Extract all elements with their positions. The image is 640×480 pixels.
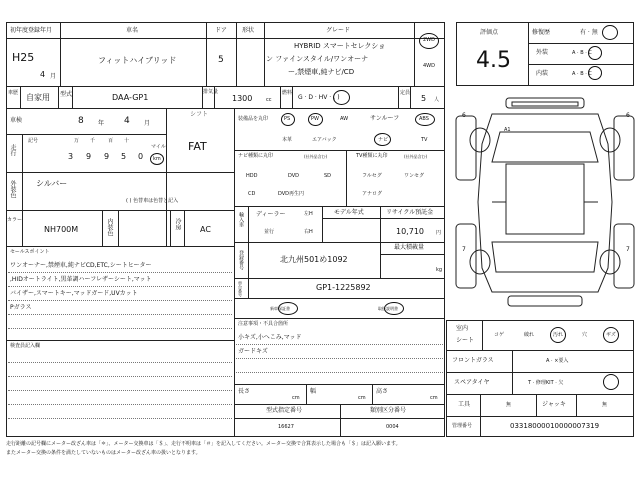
notes-label: 注意事項・不具合箇所 [238,321,289,327]
import-dealer: ディーラー [256,211,286,218]
divider [306,384,307,404]
diagram-mark-a1: A1 [504,127,511,133]
divider [20,86,21,108]
glass-options: A · ×要入 [546,358,569,364]
first-reg-month-unit: 月 [50,73,57,80]
rule [8,404,232,405]
name-label: 車名 [126,27,139,34]
rule [8,272,232,273]
divider [292,86,293,108]
divider [118,210,119,246]
disp-unit: cc [266,97,272,103]
rule [8,286,232,287]
divider [234,318,445,319]
height-label: 高さ [376,388,389,395]
divider [234,150,445,151]
ac-label: 冷房 [174,218,181,230]
divider [248,242,249,298]
spare-label: スペアタイヤ [454,379,490,386]
equip-airbag: エアバック [312,137,337,143]
glass-label: フロントガラス [452,357,494,364]
divider [346,150,347,206]
color-code-label: カラー [7,217,23,223]
divider [536,394,537,416]
inspection-year: 8 [78,116,84,126]
mileage-digit-2: 9 [86,152,92,161]
repair-options: 有 · 無 [580,29,598,36]
exterior-options: A · B · C [572,50,592,56]
diagram-label-7-left: 7 [462,246,466,253]
notes-line-2: ガードキズ [238,348,268,355]
width-label: 幅 [310,388,317,395]
width-unit: cm [358,395,366,401]
navi-cd: CD [248,191,256,197]
mileage-digit-5: 0 [138,152,144,161]
divider [6,340,234,341]
seat-stain: 汚れ [553,332,564,338]
navi-dvd-play: DVD再生円 [278,191,305,197]
sales-point-line-4: Pガラス [10,304,32,311]
tv-fullseg: フルセグ [362,173,382,179]
import-left: 左H [304,211,313,217]
type-number-value: 16627 [278,424,294,430]
doors-value: 5 [218,55,224,65]
tools-value: 無 [506,402,512,408]
exterior-label: 外装 [536,49,549,56]
usage-label: 車歴 [8,90,19,96]
navi-hdd: HDD [246,173,258,179]
color-value: シルバー [36,179,68,188]
model-label: 型式 [60,91,73,98]
mileage-unit: km [153,156,161,162]
max-load-label: 最大積載量 [394,244,425,251]
seat-label-2: シート [456,337,475,344]
score-value: 4.5 [476,48,511,73]
divider [372,384,373,404]
spare-options: T · 修理KIT · 欠 [528,380,564,386]
divider [528,64,634,65]
tv-oneseg: ワンセグ [404,173,425,179]
rule [8,328,232,329]
divider [446,394,634,395]
divider [528,43,634,44]
divider [6,134,166,135]
seat-label-1: 室内 [456,325,469,332]
mileage-digit-4: 5 [121,152,127,161]
divider [6,172,234,173]
divider [206,22,207,86]
equip-abs: ABS [419,116,429,122]
navi-sd: SD [324,173,332,179]
divider [234,384,445,385]
shift-label: シフト [190,111,209,118]
equip-navi: ナビ [378,137,389,143]
length-unit: cm [292,395,300,401]
capacity-unit: 人 [434,97,440,103]
mileage-digit-1: 3 [68,152,74,161]
divider [446,350,634,351]
import-right: 右H [304,229,313,235]
fuel-selected-circle [333,90,350,105]
notes-line-1: 小キズ,小へこみ,マッド [238,334,302,341]
interior-color-label: 内装色 [106,218,113,236]
rule [8,418,232,419]
divider [380,242,381,278]
divider [234,278,445,279]
plate-value: 北九州501め1092 [280,255,348,264]
mileage-digit-3: 9 [104,152,110,161]
spare-selected-circle [603,374,619,390]
divider [184,210,185,246]
mgmt-value: 03318000010000007319 [510,422,600,430]
interior-options: A · B · C [572,71,592,77]
divider [480,394,481,437]
disp-label: 排気量 [203,89,219,95]
divider [22,134,23,246]
seat-hole: 穴 [582,332,588,338]
seat-tear: 破れ [524,332,535,338]
shape-label: 形状 [242,27,255,34]
inspector-label: 検査員記入欄 [10,343,41,349]
rule [236,372,443,373]
divider [58,86,59,108]
diagram-label-7-right: 7 [626,246,630,253]
repair-selected-circle [602,25,618,40]
grade-line-2: ン ファインスタイル/ワンオーナ [266,55,369,63]
footer-line-1: 走行距離の記号欄にメーター改ざん車は「＊」、メーター交換車は「＄」、走行不明車は「＃」を記入してください。メーター交換で合算表示した場合も「＄」は記入願います。 [6,441,401,447]
divider [102,210,103,246]
mileage-digit-label-1: 万 [74,138,80,144]
mileage-digit-label-4: 十 [124,138,130,144]
divider [234,242,445,243]
tools-label: 工具 [458,401,471,408]
sales-point-line-3: バイザー,スマートキー,マッドガード,UVカット [10,290,138,297]
divider [414,22,415,86]
equipment-label: 装備品を丸印 [238,116,269,122]
navi-sub: (社外品含む) [304,154,328,159]
inspection-month: 4 [124,116,130,126]
equip-tv: TV [421,137,428,143]
capacity-label: 定員 [400,90,411,96]
diagram-label-6-left: 6 [462,112,466,119]
divider [264,22,265,86]
first-reg-era: H25 [12,51,35,64]
grade-label: グレード [326,27,351,34]
divider [410,86,411,108]
height-unit: cm [430,395,438,401]
doors-label: ドア [215,27,227,34]
interior-selected-circle [588,66,602,80]
new-warranty-label: 新車保証書 [270,306,290,311]
navi-label: ナビ種類に丸印 [238,153,274,159]
divider [280,86,281,108]
inspection-year-unit: 年 [98,120,105,127]
score-label: 評価点 [480,29,499,36]
mileage-sub-label: 記号 [28,138,39,144]
equip-aw: AW [340,116,349,122]
divider [234,206,445,207]
disp-value: 1300 [232,94,253,103]
divider [446,416,634,417]
tv-analog: アナログ [362,191,383,197]
divider [60,22,61,86]
equip-leather: 本革 [282,137,293,143]
color-code-value: NH700M [44,225,79,234]
recycle-value: 10,710 [396,227,424,236]
fuel-label: 燃料 [282,90,293,96]
rule [236,358,443,359]
sales-point-line-2: ,HIDオートライト,黒革調ハーフレザーシート,マット [10,276,152,283]
jack-value: 無 [602,402,608,408]
divider [446,372,634,373]
divider [234,418,445,419]
equip-sunroof: サンルーフ [370,115,400,122]
mileage-digit-label-2: 千 [90,138,96,144]
divider [6,210,234,211]
ac-value: AC [200,225,211,234]
drive-2wd: 2WD [423,37,435,43]
tv-sub: (社外品含む) [404,154,428,159]
divider [380,206,381,242]
sales-point-line-1: ワンオーナー,禁煙車,純ナビCD,ETC,シートヒーター [10,262,152,269]
mgmt-label: 管理番号 [452,423,473,429]
model-value: DAA-GP1 [112,93,149,102]
type-number-label: 型式指定番号 [266,407,303,414]
rule [8,376,232,377]
category-number-value: 0004 [386,424,399,430]
recycle-label: リサイクル預託金 [386,209,434,216]
inspection-month-unit: 月 [144,120,151,127]
capacity-value: 5 [421,94,427,103]
rule [8,314,232,315]
color-note: ( ) 色替車は色替と記入 [126,198,179,204]
name-value: フィットハイブリッド [98,56,177,65]
mileage-label: 走行 [9,144,16,156]
drive-4wd: 4WD [423,63,435,69]
divider [482,320,483,350]
jack-label: ジャッキ [542,401,566,408]
divider [248,206,249,242]
interior-label: 内装 [536,70,549,77]
divider [322,206,323,242]
shift-value: FAT [188,140,207,153]
category-number-label: 類別区分番号 [370,407,407,414]
footer-line-2: またメーター交換の条件を満たしていないものはメーター改ざん車の扱いとなります。 [6,450,201,456]
grade-line-1: HYBRID スマートセレクショ [294,42,386,50]
grade-line-3: ー,禁煙車,純ナビ/CD [288,68,355,76]
usage-value: 自家用 [26,93,50,102]
rule [8,300,232,301]
divider [166,108,167,246]
divider [6,108,445,109]
tv-label: TV種類に丸印 [356,153,388,159]
sales-point-label: セールスポイント [10,249,50,255]
diagram-label-6-right: 6 [626,112,630,119]
divider [6,38,445,39]
rule [236,344,443,345]
fuel-options: G · D · HV · ( ) [298,94,340,101]
rule [8,362,232,363]
first-reg-label: 初年度登録年月 [10,27,53,34]
equip-ps: PS [284,116,291,122]
equip-pw: PW [311,116,319,122]
divider [6,246,234,247]
divider [234,298,445,299]
repair-label: 修復歴 [532,29,551,36]
divider [528,22,529,86]
car-diagram [452,92,638,316]
manual-label: 取扱説明書 [378,306,398,311]
divider [72,86,73,108]
import-label: 輸入車 [238,212,244,227]
divider [512,350,513,394]
divider [322,218,445,219]
chassis-label: 車台番号 [238,281,243,297]
rule [8,390,232,391]
max-load-unit: kg [436,267,443,273]
recycle-unit: 円 [436,230,442,236]
plate-label: 登録番号 [238,250,244,270]
color-label: 外装色 [9,180,16,198]
seat-scratch: ギズ [606,332,616,338]
import-parallel: 並行 [264,229,275,235]
seat-burn: コゲ [494,332,505,338]
divider [576,394,577,416]
first-reg-month: 4 [40,70,46,79]
navi-dvd: DVD [288,173,300,179]
divider [380,254,445,255]
mileage-digit-label-3: 百 [108,138,114,144]
divider [234,108,235,437]
divider [398,86,399,108]
exterior-selected-circle [588,46,602,60]
divider [170,210,171,246]
mileage-unit-label: マイル [151,144,166,150]
length-label: 長さ [238,388,251,395]
divider [236,22,237,86]
inspection-label: 車検 [10,117,23,124]
model-year-label: モデル年式 [334,209,364,216]
divider [340,404,341,437]
chassis-value: GP1-1225892 [316,283,371,292]
